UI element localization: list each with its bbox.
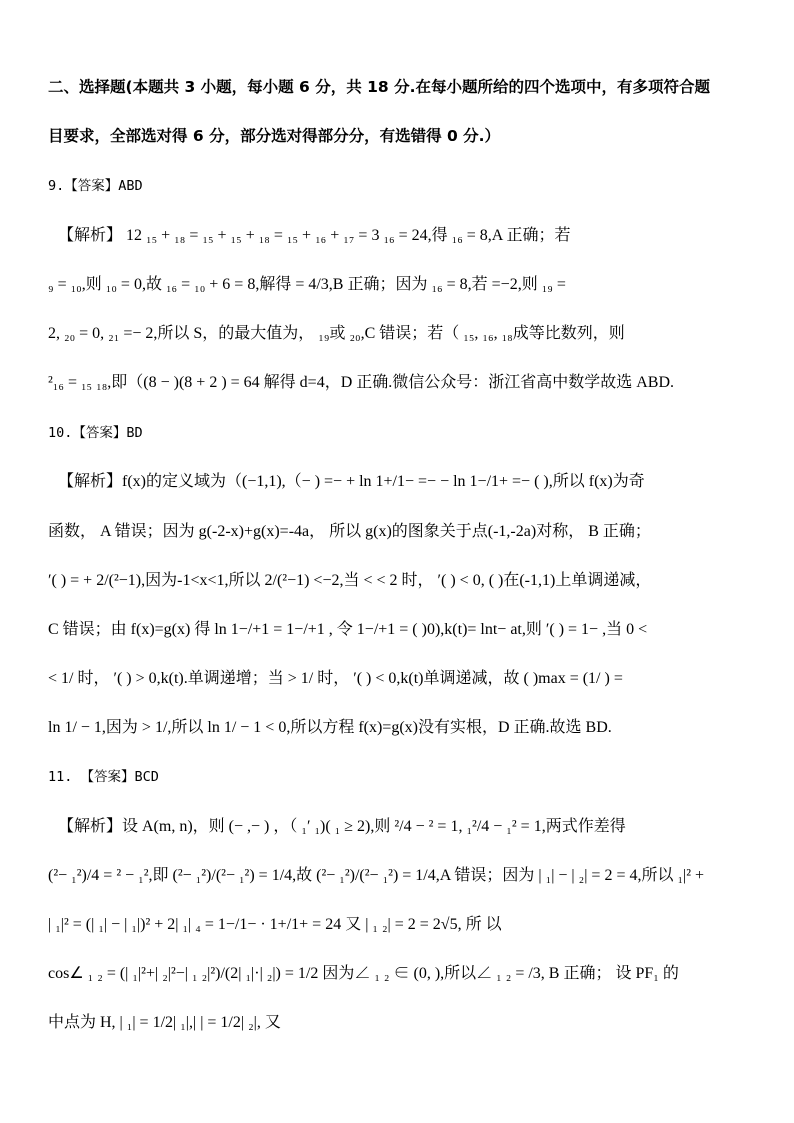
- q11-line-5: 中点为 H, | ₁| = 1/2| ₁|,| | = 1/2| ₂|, 又: [48, 1014, 281, 1031]
- q9-line-2: ₉ = ₁₀,则 ₁₀ = 0,故 ₁₆ = ₁₀ + 6 = 8,解得 = 4/3,B 正确；因为 ₁₆ = 8,若 =−2,则 ₁₉ =: [48, 276, 566, 293]
- q10-line-3: ′( ) = + 2/(²−1),因为-1<x<1,所以 2/(²−1) <−2,当 < < 2 时， ′( ) < 0, ( )在(-1,1)上单调递减，: [48, 572, 652, 589]
- q10-line-1: 【解析】f(x)的定义域为（(−1,1),（− ) =− + ln 1+/1− =− − ln 1−/1+ =− ( ),所以 f(x)为奇: [58, 473, 645, 490]
- q10-answer: 10.【答案】BD: [48, 425, 143, 441]
- section-heading-line-1: 二、选择题(本题共 3 小题，每小题 6 分，共 18 分.在每小题所给的四个选项中，有多项符合题: [48, 78, 710, 96]
- q9-line-1: 【解析】 12 ₁₅ + ₁₈ = ₁₅ + ₁₅ + ₁₈ = ₁₅ + ₁₆ + ₁₇ = 3 ₁₆ = 24,得 ₁₆ = 8,A 正确；若: [58, 227, 571, 244]
- q11-answer: 11. 【答案】BCD: [48, 769, 159, 785]
- q10-line-6: ln 1/ − 1,因为 > 1/,所以 ln 1/ − 1 < 0,所以方程 f(x)=g(x)没有实根，D 正确.故选 BD.: [48, 719, 612, 736]
- q9-line-4: ²₁₆ = ₁₅ ₁₈,即（(8 − )(8 + 2 ) = 64 解得 d=4，D 正确.微信公众号：浙江省高中数学故选 ABD.: [48, 374, 675, 391]
- q11-line-3: | ₁|² = (| ₁| − | ₁|)² + 2| ₁| ₄ = 1−/1− · 1+/1+ = 24 又 | ₁ ₂| = 2 = 2√5, 所 以: [48, 916, 502, 933]
- q10-line-5: < 1/ 时， ′( ) > 0,k(t).单调递增；当 > 1/ 时， ′( ) < 0,k(t)单调递减，故 ( )max = (1/ ) =: [48, 670, 623, 687]
- q9-line-3: 2, ₂₀ = 0, ₂₁ =− 2,所以 S，的最大值为， ₁₉或 ₂₀,C 错误；若（ ₁₅, ₁₆, ₁₈成等比数列，则: [48, 325, 625, 342]
- q9-answer: 9.【答案】ABD: [48, 178, 143, 194]
- q11-line-4: cos∠ ₁ ₂ = (| ₁|²+| ₂|²−| ₁ ₂|²)/(2| ₁|·| ₂|) = 1/2 因为∠ ₁ ₂ ∈ (0, ),所以∠ ₁ ₂ = /3, B 正确； 设 PF₁ 的: [48, 965, 679, 982]
- q10-line-2: 函数， A 错误；因为 g(-2-x)+g(x)=-4a， 所以 g(x)的图象关于点(-1,-2a)对称， B 正确；: [48, 523, 651, 540]
- q10-line-4: C 错误；由 f(x)=g(x) 得 ln 1−/+1 = 1−/+1 , 令 1−/+1 = ( )0),k(t)= lnt− at,则 ′( ) = 1− ,当 0 <: [48, 621, 648, 638]
- q11-line-2: (²− ₁²)/4 = ² − ₁²,即 (²− ₁²)/(²− ₁²) = 1/4,故 (²− ₁²)/(²− ₁²) = 1/4,A 错误；因为 | ₁| − | ₂| = 2 = 4,所以 ₁|² +: [48, 867, 705, 884]
- section-heading-line-2: 目要求，全部选对得 6 分，部分选对得部分分，有选错得 0 分.）: [48, 127, 501, 145]
- q11-line-1: 【解析】设 A(m, n)，则 (− ,− ) ，（ ₁′ ₁)( ₁ ≥ 2),则 ²/4 − ² = 1, ₁²/4 − ₁² = 1,两式作差得: [58, 818, 626, 835]
